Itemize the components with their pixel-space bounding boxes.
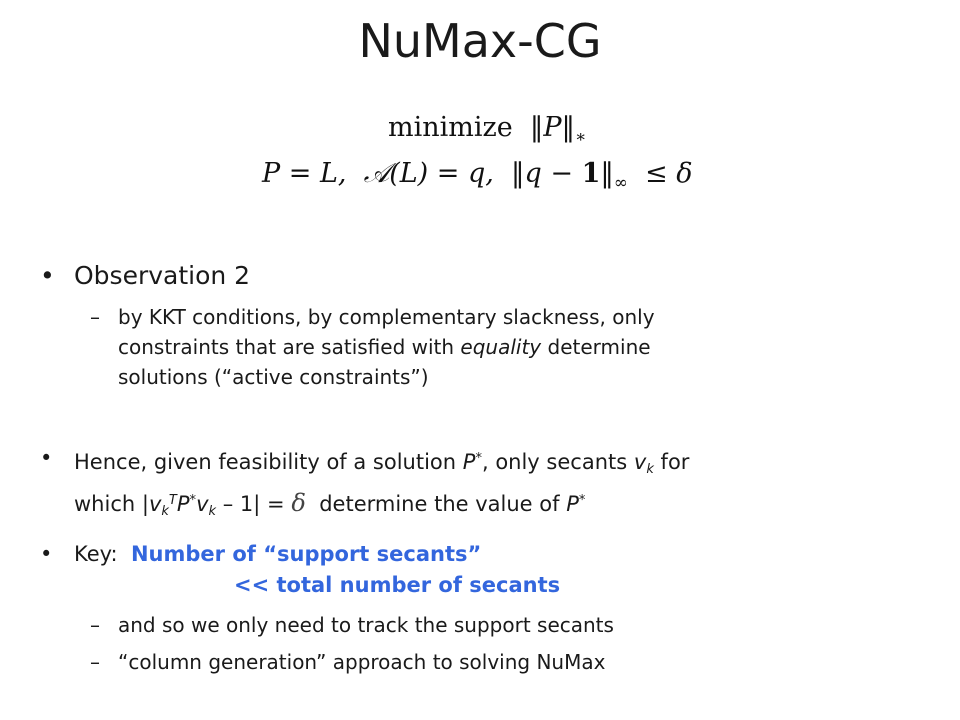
dash-mark: – [90,613,100,637]
formula-cal-a: 𝒜 [363,158,390,189]
observation-line-2c: determine [547,335,651,359]
hence-k2: k [161,504,169,520]
hence-l2c: determine the value of [319,492,560,517]
hence-P2: P [176,492,190,517]
key-text [74,539,481,570]
formula-constraint-e: ≤ δ [645,158,693,189]
hence-star: * [475,451,482,466]
bullet-dot: • [40,542,53,566]
formula-ones-vector: 1 [581,158,601,189]
observation-line-3: solutions (“active constraints”) [118,365,429,389]
formula-objective [388,112,586,146]
hence-P: P [462,450,476,475]
formula-star-subscript: ∗ [575,125,587,146]
hence-text [74,443,689,527]
hence-l1b: , only secants [481,450,628,475]
observation-heading: Observation 2 [74,261,251,290]
hence-k: k [646,462,654,478]
slide-title: NuMax-CG [358,14,602,68]
hence-delta: δ [291,489,306,518]
hence-line-1 [74,443,689,485]
bullet-dot: • [40,446,53,470]
key-highlight-1: Number of “support secants” [130,542,482,566]
hence-v3: v [196,492,209,517]
hence-l1a: Hence, given feasibility of a solution [74,450,457,475]
hence-T: T [168,493,177,509]
observation-line-2a: constraints that are satisfied with [118,335,455,359]
key-subpoint-2-text: “column generation” approach to solving NuMax [118,650,606,674]
observation-equality: equality [460,335,542,359]
key-label: Key: [74,542,118,566]
formula-constraint-a: P = L, [262,158,347,189]
formula-constraints [262,158,693,192]
hence-v: v [633,450,647,475]
hence-l2a: which | [74,492,149,517]
hence-k3: k [208,504,217,520]
hence-v2: v [148,492,162,517]
dash-mark: – [90,650,100,674]
formula-norm-close: ‖ [600,158,614,189]
dash-mark: – [90,305,100,329]
hence-star2: * [189,493,197,509]
key-subpoint-1-text: and so we only need to track the support secants [118,613,614,637]
hence-line-2 [74,485,689,527]
hence-l1c: for [660,450,690,475]
formula-inf-subscript: ∞ [613,171,628,192]
formula-constraint-c: ‖q − [511,158,574,189]
key-highlight-2: << total number of secants [234,573,561,597]
hence-P3: P [566,492,579,517]
observation-line-1: by KKT conditions, by complementary slackness, only [118,305,655,329]
bullet-dot: • [40,261,55,290]
formula-nuclear-norm: ‖P‖ [529,112,576,143]
hence-l2b: – 1| = [222,492,285,517]
formula-constraint-b: (L) = q, [389,158,494,189]
hence-star3: * [578,493,586,509]
observation-subpoint-text [118,302,655,392]
observation-line-2 [118,332,655,362]
formula-minimize: minimize [388,112,513,143]
